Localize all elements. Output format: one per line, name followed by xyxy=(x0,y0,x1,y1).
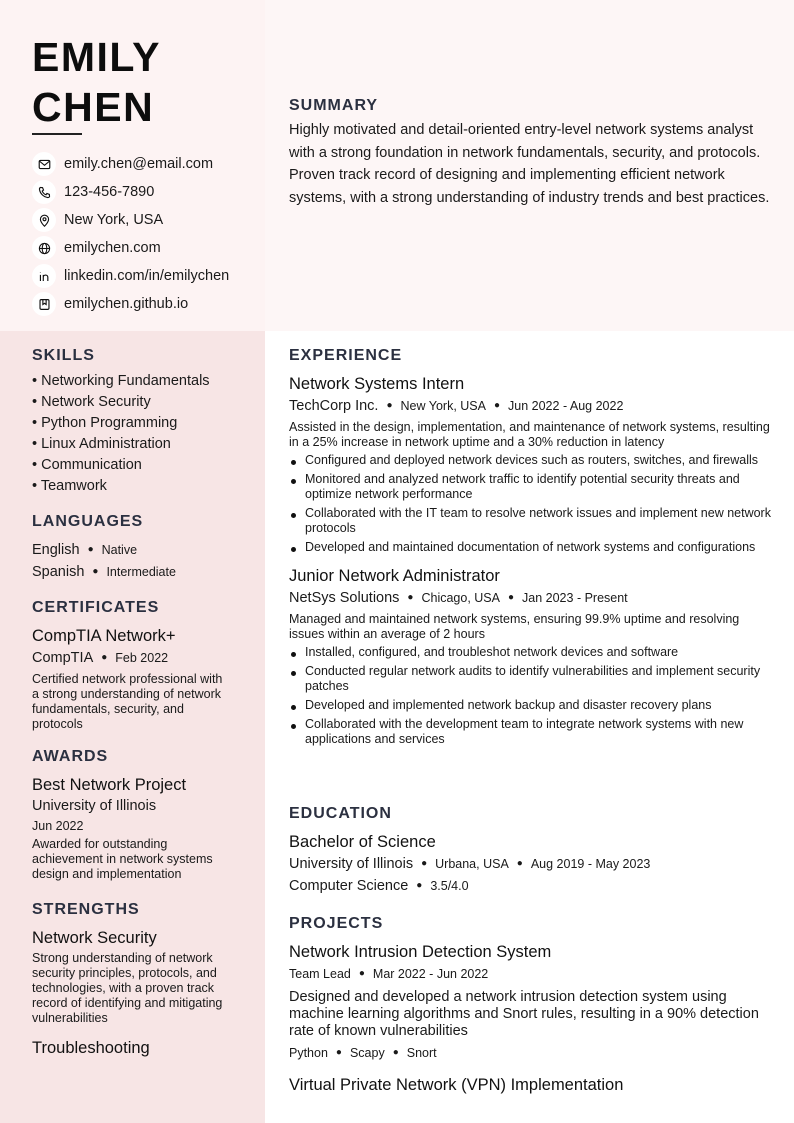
contact-location xyxy=(32,206,229,234)
job-entry xyxy=(289,373,774,555)
job-description: Assisted in the design, implementation, and maintenance of network systems, resulting in a 25% increase in network uptime and a 30% reduction in latency xyxy=(289,420,770,449)
languages-section xyxy=(32,513,247,583)
strengths-section xyxy=(32,901,247,1059)
linkedin-icon xyxy=(32,264,56,288)
separator-dot: ● xyxy=(493,400,501,411)
projects-section xyxy=(289,915,774,1096)
education-dates: Aug 2019 - May 2023 xyxy=(530,857,651,871)
language-name: Spanish xyxy=(32,564,85,580)
award-description: Awarded for outstanding achievement in network systems design and implementation xyxy=(32,837,213,881)
contact-list xyxy=(32,150,229,318)
education-degree: Bachelor of Science xyxy=(289,833,436,851)
contact-portfolio[interactable] xyxy=(32,290,229,318)
skills-list xyxy=(32,371,247,497)
skills-section xyxy=(32,347,247,497)
language-item xyxy=(32,539,247,561)
job-bullets xyxy=(289,453,774,555)
job-bullet: Collaborated with the IT team to resolve network issues and implement new network protocols xyxy=(289,506,774,536)
job-location: Chicago, USA xyxy=(421,591,500,605)
project-tech-item: Python xyxy=(289,1046,328,1060)
separator-dot: ● xyxy=(416,880,423,891)
skill-item: • Python Programming xyxy=(32,415,178,431)
project-name: Network Intrusion Detection System xyxy=(289,943,552,961)
job-bullet: Collaborated with the development team to integrate network systems with new applications and services xyxy=(289,717,774,747)
job-entry xyxy=(289,565,774,747)
language-level: Native xyxy=(101,543,138,557)
contact-phone[interactable] xyxy=(32,178,229,206)
certificates-section xyxy=(32,599,247,732)
separator-dot: ● xyxy=(421,858,428,869)
projects-title: PROJECTS xyxy=(289,915,384,932)
education-meta xyxy=(289,853,774,875)
separator-dot: ● xyxy=(386,400,393,411)
language-level: Intermediate xyxy=(106,565,176,579)
separator-dot: ● xyxy=(92,566,99,577)
job-bullet: Conducted regular network audits to identify vulnerabilities and implement security patches xyxy=(289,664,774,694)
education-title: EDUCATION xyxy=(289,805,392,822)
awards-title: AWARDS xyxy=(32,748,109,765)
first-name: EMILY xyxy=(32,34,162,80)
name-divider xyxy=(32,133,82,135)
certificates-title: CERTIFICATES xyxy=(32,599,160,616)
job-bullet: Developed and implemented network backup and disaster recovery plans xyxy=(289,698,774,713)
skill-item: • Communication xyxy=(32,457,142,473)
job-bullet: Configured and deployed network devices such as routers, switches, and firewalls xyxy=(289,453,774,468)
awards-section xyxy=(32,748,247,882)
award-date: Jun 2022 xyxy=(32,819,84,833)
strength-description: Strong understanding of network security principles, protocols, and technologies, with a proven track record of identifying and mitigating vulnerabilities xyxy=(32,951,223,1025)
contact-location-text: New York, USA xyxy=(64,212,164,228)
education-field: Computer Science xyxy=(289,878,409,894)
contact-linkedin-text: linkedin.com/in/emilychen xyxy=(64,268,230,284)
phone-icon xyxy=(32,180,56,204)
language-item xyxy=(32,561,247,583)
job-description: Managed and maintained network systems, ensuring 99.9% uptime and resolving issues within an average of 2 hours xyxy=(289,612,740,641)
job-location: New York, USA xyxy=(400,399,486,413)
strengths-title: STRENGTHS xyxy=(32,901,140,918)
award-org: University of Illinois xyxy=(32,798,157,814)
job-bullets xyxy=(289,645,774,747)
skills-title: SKILLS xyxy=(32,347,95,364)
job-bullet: Installed, configured, and troubleshot network devices and software xyxy=(289,645,774,660)
skill-item: • Teamwork xyxy=(32,478,107,494)
project-name: Virtual Private Network (VPN) Implementation xyxy=(289,1076,624,1094)
education-gpa: 3.5/4.0 xyxy=(430,879,469,893)
certificate-date: Feb 2022 xyxy=(115,651,169,665)
location-pin-icon xyxy=(32,208,56,232)
separator-dot: ● xyxy=(516,858,523,869)
education-field-row xyxy=(289,875,774,897)
contact-email[interactable] xyxy=(32,150,229,178)
skill-item: • Network Security xyxy=(32,394,151,410)
award-name: Best Network Project xyxy=(32,776,187,794)
job-title: Network Systems Intern xyxy=(289,375,465,393)
certificate-issuer: CompTIA xyxy=(32,650,94,666)
separator-dot: ● xyxy=(87,544,94,555)
summary-title: SUMMARY xyxy=(289,97,379,114)
separator-dot: ● xyxy=(392,1047,399,1058)
job-title: Junior Network Administrator xyxy=(289,567,500,585)
project-tech-item: Scapy xyxy=(349,1046,385,1060)
job-company: NetSys Solutions xyxy=(289,590,400,606)
separator-dot: ● xyxy=(407,592,414,603)
separator-dot: ● xyxy=(335,1047,342,1058)
skill-item: • Networking Fundamentals xyxy=(32,373,210,389)
summary-text: Highly motivated and detail-oriented entry-level network systems analyst with a strong foundation in network fundamentals, security, and protocols. Proven track record of designing and implementing efficient network systems, with a strong understanding of industry trends and best practices. xyxy=(289,122,770,207)
contact-website[interactable] xyxy=(32,234,229,262)
summary-section xyxy=(289,97,774,210)
separator-dot: ● xyxy=(101,652,108,663)
job-bullet: Monitored and analyzed network traffic to identify potential security threats and optimize network performance xyxy=(289,472,774,502)
language-name: English xyxy=(32,542,80,558)
last-name: CHEN xyxy=(32,84,155,130)
experience-section xyxy=(289,347,774,751)
job-company: TechCorp Inc. xyxy=(289,398,379,414)
contact-linkedin[interactable] xyxy=(32,262,229,290)
skill-item: • Linux Administration xyxy=(32,436,171,452)
contact-portfolio-text: emilychen.github.io xyxy=(64,296,189,312)
project-role: Team Lead xyxy=(289,967,351,981)
separator-dot: ● xyxy=(358,968,365,979)
candidate-name xyxy=(32,32,161,132)
project-dates: Mar 2022 - Jun 2022 xyxy=(372,967,489,981)
education-section xyxy=(289,805,774,897)
job-meta xyxy=(289,587,774,609)
certificate-name: CompTIA Network+ xyxy=(32,627,176,645)
education-location: Urbana, USA xyxy=(435,857,509,871)
globe-icon xyxy=(32,236,56,260)
mail-icon xyxy=(32,152,56,176)
project-description: Designed and developed a network intrusion detection system using machine learning algorithms and Snort rules, resulting in a 90% detection rate of known vulnerabilities xyxy=(289,989,759,1039)
contact-phone-text: 123-456-7890 xyxy=(64,184,155,200)
certificate-meta xyxy=(32,647,247,669)
job-dates: Jun 2022 - Aug 2022 xyxy=(508,399,624,413)
contact-email-text: emily.chen@email.com xyxy=(64,156,214,172)
experience-title: EXPERIENCE xyxy=(289,347,403,364)
separator-dot: ● xyxy=(507,592,515,603)
languages-title: LANGUAGES xyxy=(32,513,144,530)
certificate-description: Certified network professional with a strong understanding of network fundamentals, security, and protocols xyxy=(32,672,223,731)
project-tech-item: Snort xyxy=(406,1046,437,1060)
job-dates: Jan 2023 - Present xyxy=(522,591,628,605)
strength-name: Network Security xyxy=(32,929,157,947)
project-meta xyxy=(289,963,774,985)
project-tech xyxy=(289,1042,774,1064)
bookmark-icon xyxy=(32,292,56,316)
strength-name: Troubleshooting xyxy=(32,1039,150,1057)
education-school: University of Illinois xyxy=(289,856,414,872)
contact-website-text: emilychen.com xyxy=(64,240,161,256)
job-meta xyxy=(289,395,774,417)
job-bullet: Developed and maintained documentation of network systems and configurations xyxy=(289,540,774,555)
